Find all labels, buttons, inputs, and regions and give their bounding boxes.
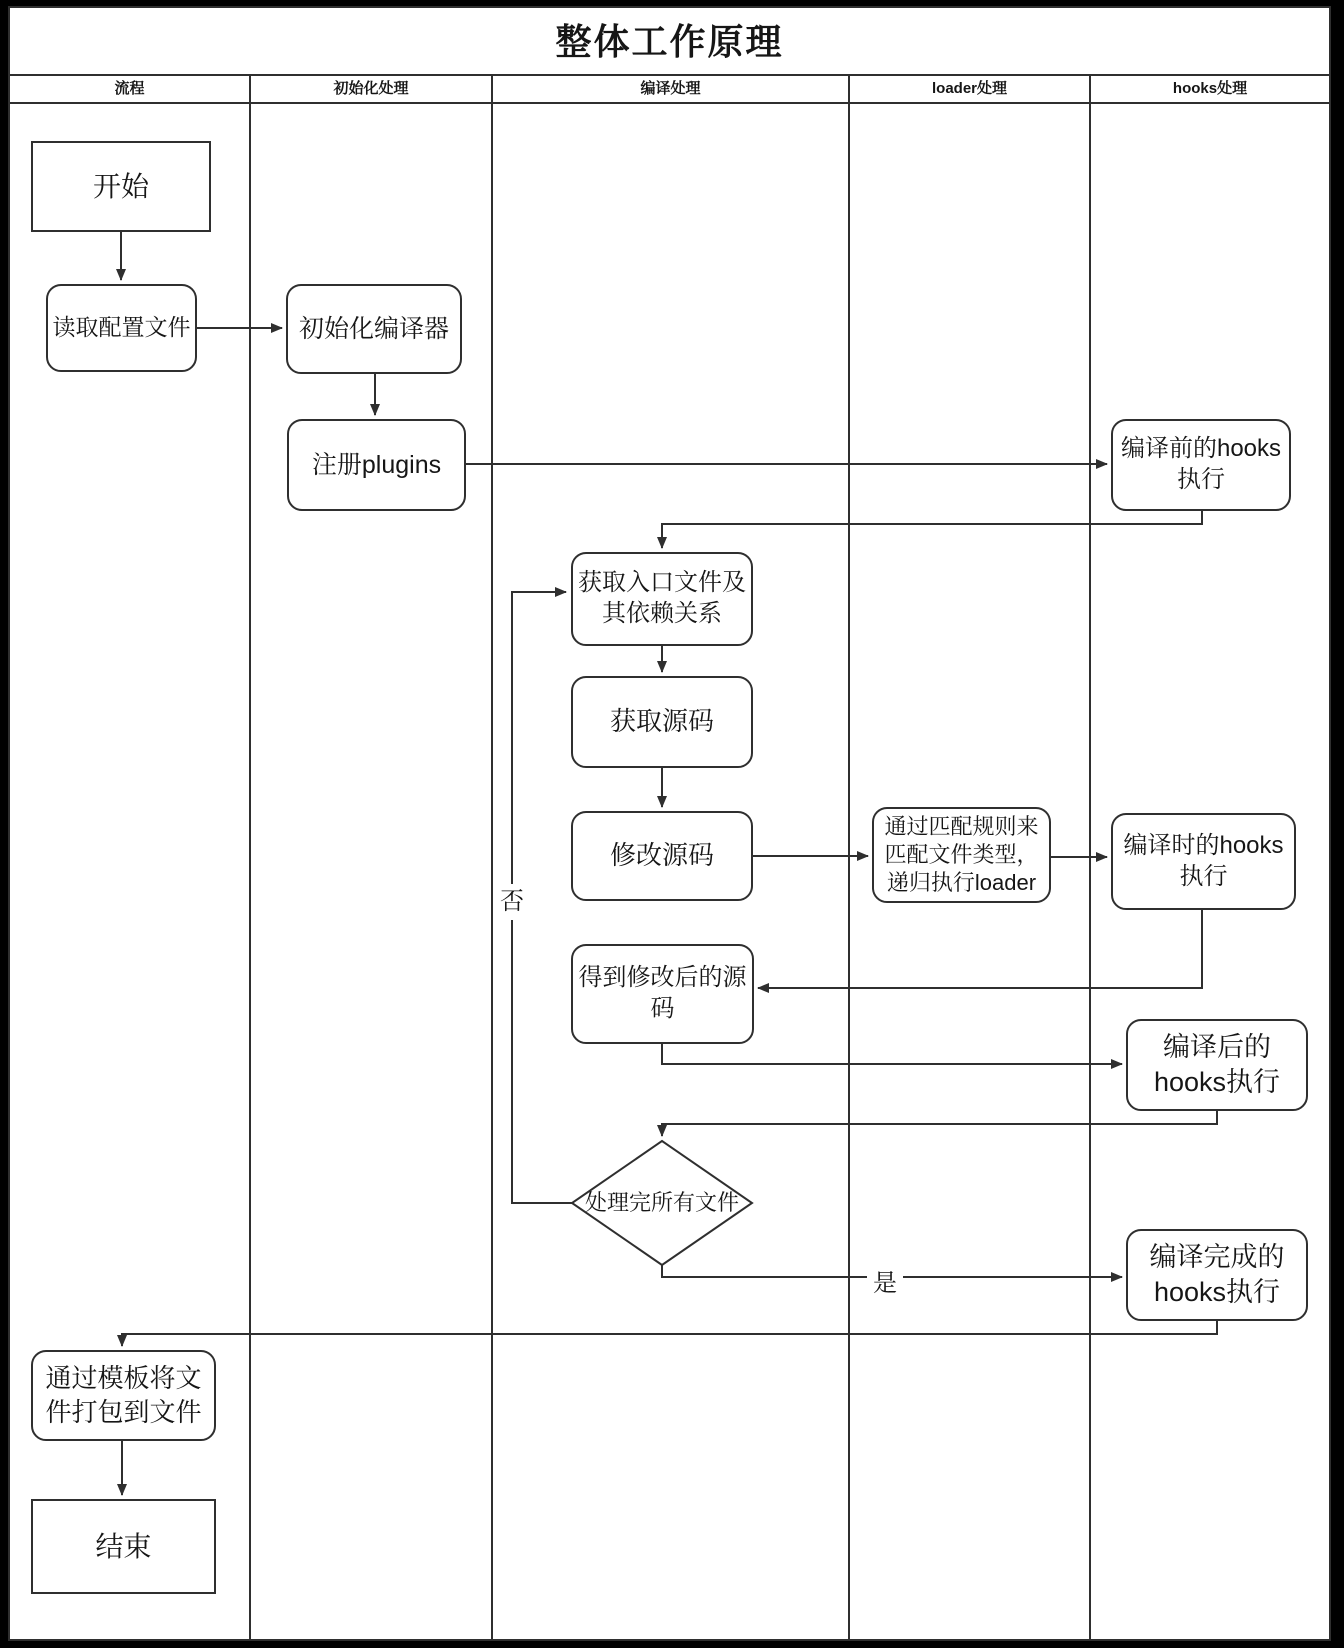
pre-compile-hooks-node: 编译前的hooks 执行: [1120, 435, 1282, 493]
end-node: 结束: [95, 1530, 152, 1562]
loader-match-node: 通过匹配规则来 匹配文件类型， 递归执行loader: [884, 813, 1039, 896]
lane-header-hooks: hooks处理: [1172, 80, 1248, 98]
modify-source-node: 修改源码: [609, 840, 714, 871]
branch-label-no: 否: [494, 884, 530, 920]
compile-hooks-node: 编译时的hooks 执行: [1123, 831, 1284, 890]
start-node: 开始: [92, 170, 149, 202]
lane-header-flow: 流程: [114, 80, 145, 98]
register-plugins-node: 注册plugins: [311, 451, 442, 479]
lane-header-compile: 编译处理: [640, 80, 701, 98]
complete-hooks-node: 编译完成的 hooks执行: [1149, 1242, 1285, 1307]
diagram-title: 整体工作原理: [555, 20, 784, 62]
get-source-node: 获取源码: [609, 706, 714, 737]
modified-source-node: 得到修改后的源 码: [578, 964, 747, 1022]
post-compile-hooks-node: 编译后的 hooks执行: [1153, 1032, 1281, 1097]
lane-header-init: 初始化处理: [333, 80, 409, 98]
pack-template-node: 通过模板将文 件打包到文件: [45, 1363, 202, 1427]
lane-header-loader: loader处理: [931, 80, 1007, 98]
init-compiler-node: 初始化编译器: [298, 315, 449, 343]
read-config-node: 读取配置文件: [52, 314, 191, 341]
branch-label-yes: 是: [867, 1266, 903, 1302]
get-entry-node: 获取入口文件及 其依赖关系: [578, 569, 746, 627]
decision-node: 处理完所有文件: [584, 1189, 739, 1215]
